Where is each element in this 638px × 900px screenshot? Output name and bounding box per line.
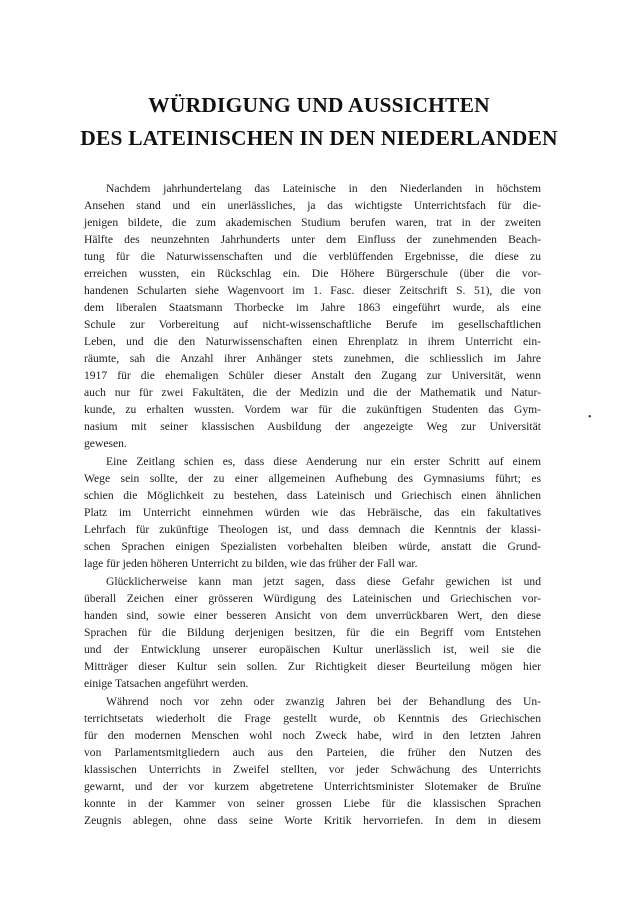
text-line: erreichen wussten, ein Rückschlag ein. Die Höhere Bürgerschule (über die vor- (84, 267, 541, 280)
text-line: Wege sein sollte, der zu einer allgemeinen Aufhebung des Gymnasiums führt; es (84, 472, 541, 485)
text-line: tung für die Naturwissenschaften und die verblüffenden Ergebnisse, die diese zu (84, 250, 541, 263)
text-line: Ansehen stand und ein unerlässliches, ja das wichtigste Unterrichtsfach für die- (84, 199, 541, 212)
text-line: lage für jeden höheren Unterricht zu bilden, wie das früher der Fall war. (84, 557, 418, 570)
text-line: für den modernen Menschen wohl noch Zweck habe, wird in den letzten Jahren (84, 729, 541, 742)
text-line: einige Tatsachen angeführt werden. (84, 677, 249, 690)
article-title-line-1: WÜRDIGUNG UND AUSSICHTEN (148, 93, 490, 117)
text-line: räumte, sah die Anzahl ihrer Anhänger stets zunehmen, die schliesslich im Jahre (84, 352, 541, 365)
text-line: Leben, und die den Naturwissenschaften einen Ehrenplatz in ihrem Unterricht ein- (84, 335, 541, 348)
article-body (84, 180, 541, 829)
text-line: dem liberalen Staatsmann Thorbecke im Jahre 1863 eingeführt wurde, als eine (84, 301, 541, 314)
text-line: schien die Möglichkeit zu bestehen, dass Lateinisch und Griechisch einen ähnlichen (84, 489, 541, 502)
text-line: kunde, zu erhalten wussten. Vordem war für die zukünftigen Studenten das Gym- (84, 403, 541, 416)
text-line: terrichtsetats wiederholt die Frage gestellt wurde, ob Kenntnis des Griechischen (84, 712, 541, 725)
text-line: Sprachen für die Bildung derjenigen besitzen, für die ein Begriff vom Entstehen (84, 626, 541, 639)
text-line: von Parlamentsmitgliedern auch aus den Parteien, die früher den Nutzen des (84, 746, 541, 759)
text-line: jenigen bildete, die zum akademischen Studium berufen waren, trat in der zweiten (84, 216, 541, 229)
text-line: handen sind, sowie einer besseren Ansicht von dem unverrückbaren Wert, den diese (84, 609, 541, 622)
text-line: gewarnt, und der vor kurzem abgetretene Unterrichtsminister Slotemaker de Bruïne (84, 780, 541, 793)
text-line: auch nur für zwei Fakultäten, die der Medizin und die der Mathematik und Natur- (84, 386, 541, 399)
text-line: nasium mit seiner klassischen Ausbildung der angezeigte Weg zur Universität (84, 420, 541, 433)
text-line: Platz im Unterricht einnehmen würden wie das Hebräische, das ein fakultatives (84, 506, 541, 519)
text-line: Zeugnis ablegen, ohne dass seine Worte Kritik hervorriefen. In dem in diesem (84, 814, 541, 827)
text-line: und der Entwicklung unserer europäischen Kultur unerlässlich ist, weil sie die (84, 643, 541, 656)
text-line: klassischen Unterrichts in Zweifel stellten, vor jeder Schwächung des Unterrichts (84, 763, 541, 776)
text-line: gewesen. (84, 437, 127, 450)
text-line: Mitträger dieser Kultur sein sollen. Zur Richtigkeit dieser Beurteilung mögen hier (84, 660, 541, 673)
text-line: Hälfte des neunzehnten Jahrhunderts unter dem Einfluss der zunehmenden Beach- (84, 233, 541, 246)
text-line: konnte in der Kammer von seiner grossen Liebe für die klassischen Sprachen (84, 797, 541, 810)
text-line: 1917 für die ehemaligen Schüler dieser Anstalt den Zugang zur Universität, wenn (84, 369, 541, 382)
text-line: überall Zeichen einer grösseren Würdigung des Lateinischen und Griechischen vor- (84, 592, 541, 605)
text-line: Eine Zeitlang schien es, dass diese Aenderung nur ein erster Schritt auf einem (106, 455, 541, 468)
text-line: schen Sprachen einigen Spezialisten vorbehalten bleiben würde, anstatt die Grund- (84, 540, 541, 553)
text-line: Während noch vor zehn oder zwanzig Jahren bei der Behandlung des Un- (106, 695, 541, 708)
text-line: Lehrfach für zukünftige Theologen ist, und dass demnach die Kenntnis der klassi- (84, 523, 541, 536)
margin-mark: • (588, 412, 592, 423)
text-line: Glücklicherweise kann man jetzt sagen, dass diese Gefahr gewichen ist und (106, 575, 541, 588)
article-title-line-2: DES LATEINISCHEN IN DEN NIEDERLANDEN (80, 126, 558, 150)
text-line: Schule zur Vorbereitung auf nicht-wissenschaftliche Berufe im gesellschaftlichen (84, 318, 541, 331)
text-line: Nachdem jahrhundertelang das Lateinische in den Niederlanden in höchstem (106, 182, 541, 195)
text-line: handenen Schularten siehe Wagenvoort im 1. Fasc. dieser Zeitschrift S. 51), die von (84, 284, 541, 297)
